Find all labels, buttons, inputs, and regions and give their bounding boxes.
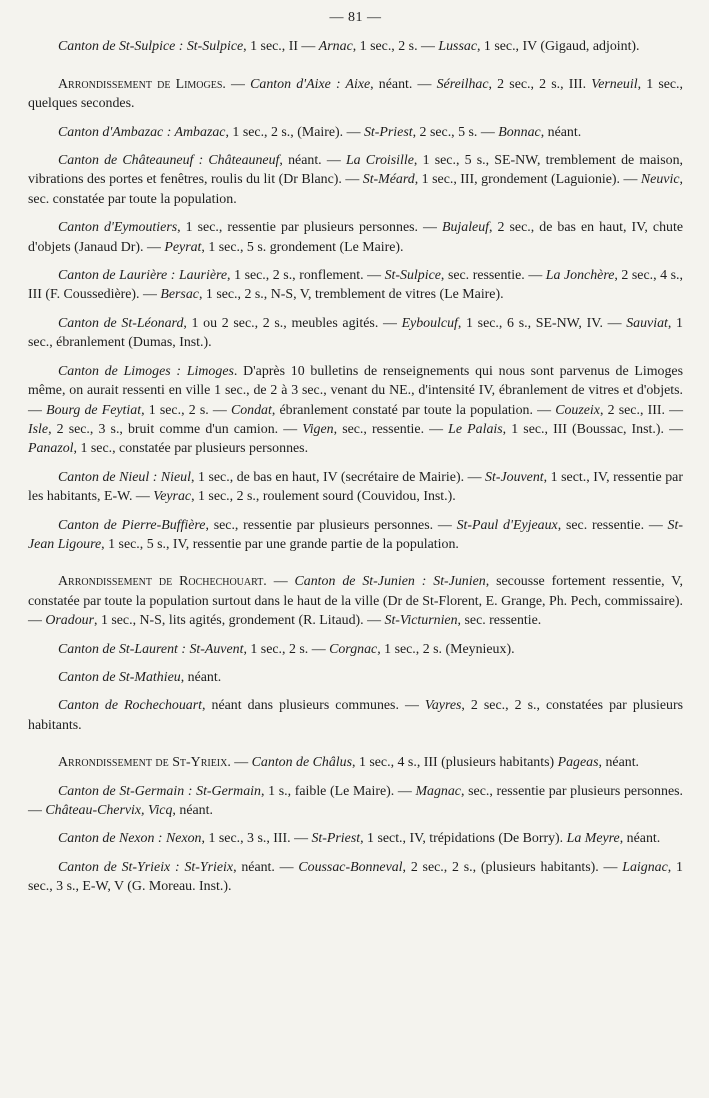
paragraph <box>28 640 683 659</box>
place-name: Magnac <box>415 783 461 799</box>
place-name: Pageas <box>557 755 599 771</box>
text-run: , 1 sec., 4 s., III (plusieurs habitants) <box>352 755 558 771</box>
text-run: . D'après 10 bulletins de renseignements qui nous sont parvenus de Limoges même, on aurait ressenti en ville 1 sec., de 2 à 3 sec., venant du NE., d'intensité IV, ébranlement de vitres et d'objets. — <box>28 363 683 418</box>
text-run: , 1 s., faible (Le Maire). — <box>260 783 416 799</box>
place-name: Canton de St-Sulpice : St-Sulpice <box>58 39 244 55</box>
text-run: , 1 sect., IV, trépidations (De Borry). <box>360 831 567 847</box>
document-page <box>28 8 683 906</box>
paragraph <box>28 858 683 897</box>
text-run: , sec., ressentie par plusieurs personnes. — <box>28 783 683 818</box>
paragraph <box>28 468 683 507</box>
text-run: , 1 sec., quelques secondes. <box>28 76 684 112</box>
place-name: St-Méard <box>362 172 415 188</box>
text-run: , néant. <box>172 803 213 818</box>
text-run: , sec., ressentie par plusieurs personnes. — <box>205 517 457 533</box>
text-run: , 1 sec., 2 s., ronflement. — <box>227 268 385 284</box>
place-name: Canton de St-Laurent : St-Auvent <box>58 641 244 657</box>
text-run: , 1 sec., 2 s. — <box>243 641 330 657</box>
place-name: Oradour <box>45 613 94 629</box>
place-name: Panazol <box>28 441 74 457</box>
place-name: Couzeix <box>555 402 600 418</box>
text-run: , ébranlement constaté par toute la population. — <box>271 402 556 418</box>
text-run: , 1 sec., constatée par plusieurs personnes. <box>73 441 309 457</box>
section-heading: Arrondissement de Limoges. <box>58 76 226 92</box>
paragraph <box>28 668 683 687</box>
place-name: Sauviat <box>626 315 668 331</box>
place-name: Canton de St-Yrieix : St-Yrieix <box>58 859 234 875</box>
text-run: , 1 sec., ressentie par plusieurs personnes. — <box>177 220 442 236</box>
text-run: , secousse fortement ressentie, V, constatée par toute la population surtout dans le haut de la ville (Dr de St-Florent, E. Grange, Ph. Pech, commissaire). — <box>28 574 683 629</box>
text-run: , 2 sec., 2 s., constatées par plusieurs habitants. <box>28 698 683 733</box>
place-name: St-Sulpice <box>384 268 441 284</box>
text-run: , 1 sec., 6 s., SE-NW, IV. — <box>457 315 627 331</box>
place-name: Canton de Pierre-Buffière <box>58 517 206 533</box>
place-name: Canton d'Eymoutiers <box>58 220 178 236</box>
place-name: La Jonchère <box>545 268 615 284</box>
text-run: , 1 sec., 2 s., N-S, V, tremblement de vitres (Le Maire). <box>198 287 504 303</box>
text-run: , néant. <box>540 124 582 140</box>
text-run: , 1 sec., 2 s. (Meynieux). <box>377 641 515 657</box>
place-name: Le Palais <box>448 421 503 437</box>
text-run: , 2 sec., 5 s. — <box>412 124 499 140</box>
place-name: Canton d'Aixe : Aixe <box>250 76 371 92</box>
paragraph <box>28 75 683 114</box>
section-heading: Arrondissement de Rochechouart. <box>58 574 267 590</box>
paragraph <box>28 753 683 772</box>
place-name: Condat <box>230 402 272 418</box>
place-name: Canton de Châlus <box>251 755 352 771</box>
place-name: Canton de Limoges : Limoges <box>58 363 234 379</box>
text-run: , 2 sec., 4 s., III (F. Coussedière). — <box>28 268 683 303</box>
place-name: Canton d'Ambazac : Ambazac <box>58 124 226 140</box>
text-run: , 2 sec., de bas en haut, IV, chute d'objets (Janaud Dr). — <box>28 220 683 255</box>
text-run: , néant. — <box>279 153 346 169</box>
place-name: St-Priest <box>363 124 413 140</box>
paragraph <box>28 572 683 630</box>
place-name: Verneuil <box>591 76 638 92</box>
text-run: , néant. — <box>370 76 437 92</box>
place-name: St-Victurnien <box>384 613 458 629</box>
text-run: , sec. ressentie. <box>457 613 542 629</box>
place-name: Canton de St-Léonard <box>58 315 184 331</box>
text-run: , 1 sec., 2 s. — <box>352 39 439 55</box>
place-name: Bersac <box>160 287 199 303</box>
text-run: , néant. — <box>233 859 299 875</box>
text-run: , 1 sec., 5 s., SE-NW, tremblement de maison, vibrations des portes et fenêtres, roulis du lit (Dr Blanc). — <box>28 153 683 188</box>
place-name: Arnac <box>318 39 353 55</box>
text-run: , néant. <box>180 669 222 685</box>
text-run: , néant. <box>619 831 661 847</box>
text-run: , 1 sec., IV (Gigaud, adjoint). <box>476 39 640 55</box>
text-run: , 1 ou 2 sec., 2 s., meubles agités. — <box>183 315 402 331</box>
text-run: , sec. constatée par toute la population. <box>28 172 683 207</box>
text-run: , 1 sec., 2 s., roulement sourd (Couvidou, Inst.). <box>191 489 456 505</box>
place-name: Séreilhac <box>436 76 489 92</box>
place-name: Canton de Nexon : Nexon <box>58 831 202 847</box>
paragraph <box>28 696 683 735</box>
place-name: Bourg de Feytiat <box>46 402 142 418</box>
text-run: , 2 sec., 2 s., III. <box>488 76 592 92</box>
place-name: La Meyre <box>566 831 620 847</box>
paragraph <box>28 314 683 353</box>
place-name: Eyboulcuf <box>401 315 458 331</box>
text-run: , 1 sec., 5 s., IV, ressentie par une grande partie de la population. <box>101 536 459 552</box>
paragraph <box>28 218 683 257</box>
text-run: , 1 sec., 2 s., (Maire). — <box>225 124 364 140</box>
place-name: Canton de St-Junien : St-Junien <box>294 574 486 590</box>
text-run: , 1 sec., 3 s., E-W, V (G. Moreau. Inst.). <box>28 859 683 895</box>
place-name: Vayres <box>424 698 462 714</box>
place-name: Isle <box>28 421 49 437</box>
page-number: — 81 — <box>329 10 382 25</box>
text-run: , sec. ressentie. — <box>557 517 668 533</box>
text-run: , 2 sec., 3 s., bruit comme d'un camion. — <box>48 421 303 437</box>
place-name: St-Jouvent <box>485 469 544 485</box>
place-name: Canton de Nieul : Nieul <box>58 469 191 485</box>
text-run: , 2 sec., III. — <box>599 402 684 418</box>
place-name: Château-Chervix, Vicq <box>45 803 173 818</box>
place-name: Vigen <box>302 421 334 437</box>
text-run: — <box>266 574 295 590</box>
place-name: Canton de St-Mathieu <box>58 669 181 685</box>
place-name: St-Jean Ligoure <box>28 517 683 552</box>
place-name: Corgnac <box>329 641 378 657</box>
text-run: , 1 sec., ébranlement (Dumas, Inst.). <box>28 315 683 351</box>
place-name: Neuvic <box>640 172 680 188</box>
place-name: Bujaleuf <box>441 220 490 236</box>
place-name: La Croisille <box>345 153 414 169</box>
place-name: Lussac <box>438 39 477 55</box>
text-run: , 1 sec., 5 s. grondement (Le Maire). <box>201 239 404 255</box>
paragraph <box>28 123 683 142</box>
text-run: , 1 sec., de bas en haut, IV (secrétaire de Mairie). — <box>190 469 486 485</box>
place-name: Canton de Laurière : Laurière <box>58 268 228 284</box>
paragraph <box>28 266 683 305</box>
text-run: , néant. <box>598 755 640 771</box>
text-run: , 1 sec., III, grondement (Laguionie). — <box>414 172 641 188</box>
text-run: , néant dans plusieurs communes. — <box>202 698 425 714</box>
text-run: , sec. ressentie. — <box>440 268 546 284</box>
text-run: , 2 sec., 2 s., (plusieurs habitants). — <box>402 859 623 875</box>
place-name: Canton de St-Germain : St-Germain <box>58 783 261 799</box>
text-run: , 1 sec., II — <box>243 39 319 55</box>
paragraph <box>28 782 683 821</box>
paragraph <box>28 362 683 459</box>
paragraph <box>28 829 683 848</box>
place-name: Coussac-Bonneval <box>298 859 403 875</box>
text-run: , 1 sect., IV, ressentie par les habitants, E-W. — <box>28 469 683 505</box>
place-name: Canton de Châteauneuf : Châteauneuf <box>58 153 280 169</box>
text-run: , 1 sec., 2 s. — <box>141 402 231 418</box>
place-name: Canton de Rochechouart <box>58 698 202 714</box>
place-name: Laignac <box>622 859 668 875</box>
place-name: St-Priest <box>311 831 361 847</box>
body-text <box>28 37 683 896</box>
text-run: , 1 sec., N-S, lits agités, grondement (R. Litaud). — <box>94 613 385 629</box>
paragraph <box>28 151 683 209</box>
text-run: , sec., ressentie. — <box>333 421 449 437</box>
place-name: Veyrac <box>153 489 192 505</box>
text-run: , 1 sec., 3 s., III. — <box>201 831 312 847</box>
text-run: — <box>225 76 251 92</box>
paragraph <box>28 37 683 56</box>
paragraph <box>28 516 683 555</box>
text-run: , 1 sec., III (Boussac, Inst.). — <box>502 421 683 437</box>
section-heading: Arrondissement de St-Yrieix. <box>58 755 231 771</box>
place-name: St-Paul d'Eyjeaux <box>456 517 558 533</box>
text-run: — <box>230 755 252 771</box>
place-name: Peyrat <box>164 239 202 255</box>
place-name: Bonnac <box>498 124 541 140</box>
